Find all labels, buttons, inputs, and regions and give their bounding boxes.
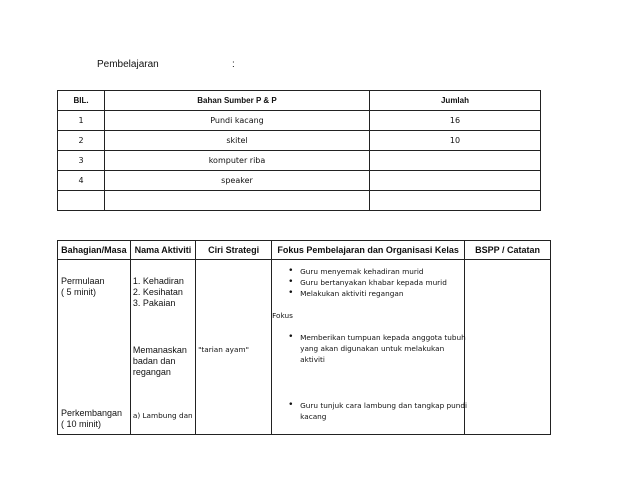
list-item: • Guru bertanyakan khabar kepada murid: [282, 277, 467, 288]
masa-perkembangan: ( 10 minit): [61, 419, 102, 429]
column-header-bahagian: Bahagian/Masa: [58, 241, 131, 260]
aktiviti-item: badan dan: [132, 356, 176, 366]
table-cell: 10: [370, 131, 541, 151]
column-header-strategi: Ciri Strategi: [196, 241, 272, 260]
resource-table: [57, 90, 541, 211]
catatan-cell: [465, 260, 551, 435]
aktiviti-item: Memanaskan: [132, 345, 187, 355]
table-cell: 1: [58, 111, 105, 131]
table-row: [58, 260, 551, 435]
table-cell: 2: [58, 131, 105, 151]
fokus-list: [282, 266, 467, 299]
fokus-cell: [272, 260, 468, 435]
fokus-label: Fokus: [272, 311, 293, 320]
aktiviti-item: regangan: [132, 367, 171, 377]
table-cell: [58, 191, 105, 211]
table-cell: [370, 191, 541, 211]
table-cell: speaker: [105, 171, 370, 191]
table-header-row: [58, 91, 541, 111]
list-item: • Guru menyemak kehadiran murid: [282, 266, 467, 277]
aktiviti-item: 1. Kehadiran: [132, 276, 184, 286]
table-row: [58, 111, 541, 131]
aktiviti-cell: [130, 260, 195, 435]
bahagian-permulaan: Permulaan: [61, 276, 105, 286]
table-row: [58, 191, 541, 211]
table-cell: [370, 151, 541, 171]
list-item: • Guru tunjuk cara lambung dan tangkap pundi kacang: [282, 400, 467, 422]
bahagian-cell: [58, 260, 131, 435]
table-cell: Pundi kacang: [105, 111, 370, 131]
column-header-catatan: BSPP / Catatan: [465, 241, 551, 260]
table-header-row: [58, 241, 551, 260]
bahagian-perkembangan: Perkembangan: [61, 408, 123, 418]
column-header-fokus: Fokus Pembelajaran dan Organisasi Kelas: [272, 241, 465, 260]
strategi-text: "tarian ayam": [198, 345, 249, 354]
table-cell: [105, 191, 370, 211]
column-header-aktiviti: Nama Aktiviti: [130, 241, 195, 260]
column-header-bahan: Bahan Sumber P & P: [105, 91, 370, 111]
column-header-jumlah: Jumlah: [370, 91, 541, 111]
table-cell: 16: [370, 111, 541, 131]
list-item: • Memberikan tumpuan kepada anggota tubuh yang akan digunakan untuk melakukan aktiviti: [282, 332, 467, 365]
fokus-list: [282, 332, 467, 365]
aktiviti-item: 2. Kesihatan: [132, 287, 183, 297]
strategi-cell: [196, 260, 272, 435]
header-label: Pembelajaran: [97, 59, 159, 70]
column-header-bil: BIL.: [58, 91, 105, 111]
list-item: • Melakukan aktiviti regangan: [282, 288, 467, 299]
table-cell: komputer riba: [105, 151, 370, 171]
table-cell: skitel: [105, 131, 370, 151]
table-row: [58, 171, 541, 191]
table-row: [58, 151, 541, 171]
aktiviti-item: a) Lambung dan: [132, 411, 193, 420]
header-colon: :: [232, 59, 235, 70]
lesson-plan-table: [57, 240, 551, 435]
masa-permulaan: ( 5 minit): [61, 287, 97, 297]
table-cell: 3: [58, 151, 105, 171]
aktiviti-item: 3. Pakaian: [132, 298, 176, 308]
table-cell: [370, 171, 541, 191]
fokus-list: [282, 400, 467, 422]
table-cell: 4: [58, 171, 105, 191]
table-row: [58, 131, 541, 151]
